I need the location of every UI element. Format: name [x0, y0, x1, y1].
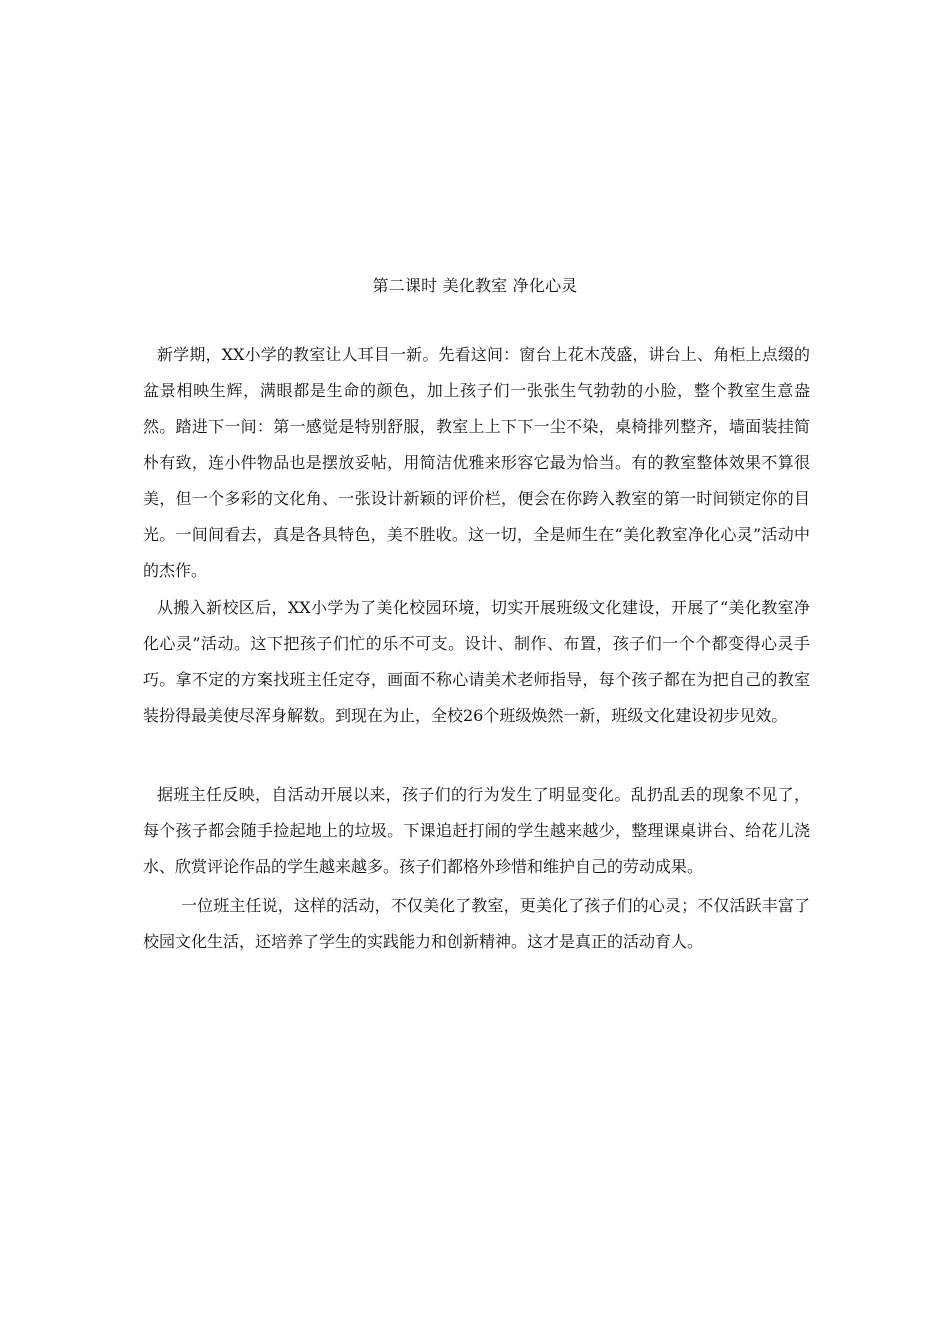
paragraph-2: 从搬入新校区后，XX小学为了美化校园环境，切实开展班级文化建设，开展了“美化教室净化心灵”活动。这下把孩子们忙的乐不可支。设计、制作、布置，孩子们一个个都变得心灵手巧。拿不定的方案找班主任定夺，画面不称心请美术老师指导，每个孩子都在为把自己的教室装扮得最美使尽浑身解数。到现在为止，全校26个班级焕然一新，班级文化建设初步见效。: [143, 598, 810, 725]
paragraph-3: 据班主任反映，自活动开展以来，孩子们的行为发生了明显变化。乱扔乱丢的现象不见了，每个孩子都会随手捡起地上的垃圾。下课追赶打闹的学生越来越少，整理课桌讲台、给花儿浇水、欣赏评论作品的学生越来越多。孩子们都格外珍惜和维护自己的劳动成果。: [143, 785, 810, 876]
document-title: 第二课时 美化教室 净化心灵: [372, 276, 578, 295]
paragraph-1: 新学期，XX小学的教室让人耳目一新。先看这间：窗台上花木茂盛，讲台上、角柜上点缀的盆景相映生辉，满眼都是生命的颜色，加上孩子们一张张生气勃勃的小脸，整个教室生意盎然。踏进下一间：第一感觉是特别舒服，教室上上下下一尘不染，桌椅排列整齐，墙面装挂简朴有致，连小件物品也是摆放妥帖，用简洁优雅来形容它最为恰当。有的教室整体效果不算很美，但一个多彩的文化角、一张设计新颖的评价栏，便会在你跨入教室的第一时间锁定你的目光。一间间看去，真是各具特色，美不胜收。这一切，全是师生在“美化教室净化心灵”活动中的杰作。: [143, 345, 810, 580]
paragraph-4: 一位班主任说，这样的活动，不仅美化了教室，更美化了孩子们的心灵；不仅活跃丰富了校园文化生活，还培养了学生的实践能力和创新精神。这才是真正的活动育人。: [143, 896, 810, 951]
